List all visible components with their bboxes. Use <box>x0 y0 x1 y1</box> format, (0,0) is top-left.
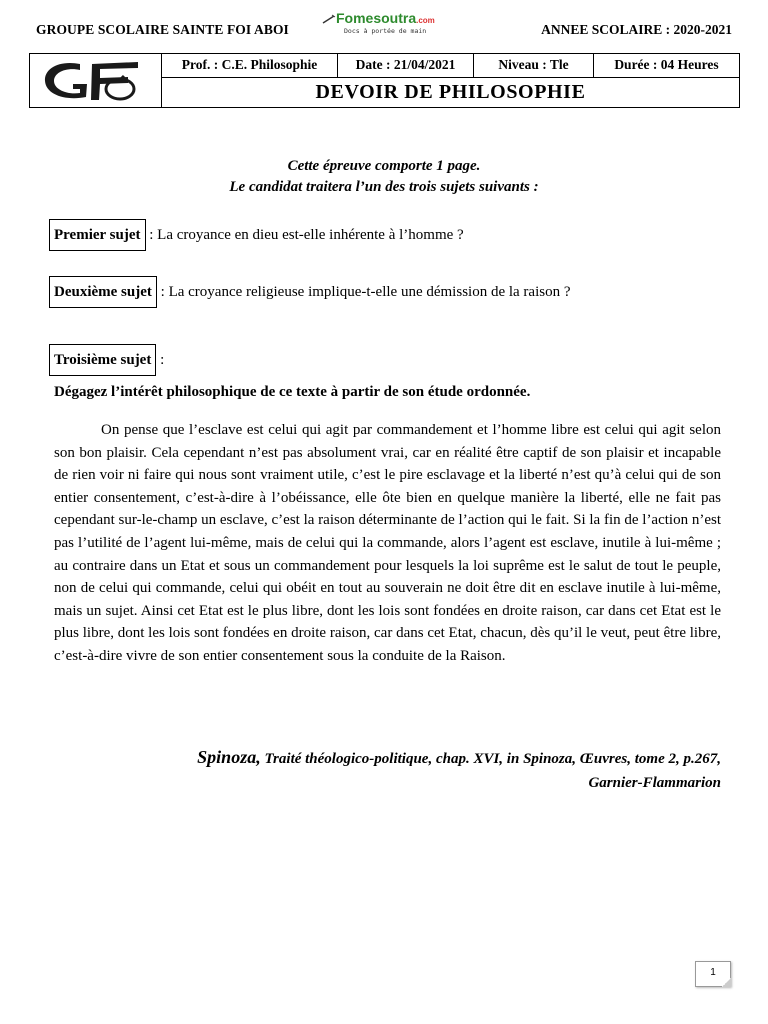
subject-2-separator: : <box>156 284 169 300</box>
duration-cell: Durée : 04 Heures <box>614 57 719 72</box>
subject-1 <box>49 219 464 251</box>
subject-1-separator: : <box>145 227 158 243</box>
page-number <box>695 961 731 987</box>
page-number-value: 1 <box>710 967 716 978</box>
subject-2-text: La croyance religieuse implique-t-elle une démission de la raison ? <box>168 284 571 300</box>
subject-3 <box>49 344 164 376</box>
citation-line-1 <box>54 745 721 771</box>
subject-3-instruction: Dégagez l’intérêt philosophique de ce texte à partir de son étude ordonnée. <box>54 384 531 400</box>
pen-icon <box>322 14 336 24</box>
professor-cell: Prof. : C.E. Philosophie <box>162 54 338 77</box>
school-name: GROUPE SCOLAIRE SAINTE FOI ABOI <box>36 22 289 37</box>
exam-header <box>29 53 740 108</box>
citation <box>54 745 721 795</box>
subject-1-text: La croyance en dieu est-elle inhérente à l’homme ? <box>157 227 464 243</box>
subject-2 <box>49 276 571 308</box>
intro-line-instructions: Le candidat traitera l’un des trois sujets suivants : <box>229 179 539 195</box>
citation-publisher: Garnier-Flammarion <box>588 775 721 791</box>
subject-3-separator: : <box>156 352 165 368</box>
fomesoutra-watermark <box>322 10 446 40</box>
level-cell: Niveau : Tle <box>474 54 594 77</box>
school-logo <box>30 54 162 107</box>
exam-intro <box>0 156 768 198</box>
watermark-tagline: Docs à portée de main <box>344 27 427 35</box>
exam-title: DEVOIR DE PHILOSOPHIE <box>315 81 586 103</box>
watermark-brand: Fomesoutra.com <box>336 10 435 26</box>
subject-1-label: Premier sujet <box>49 219 146 251</box>
citation-work: Traité théologico-politique, chap. XVI, in Spinoza, Œuvres, tome 2, p.267, <box>260 751 721 767</box>
date-cell: Date : 21/04/2021 <box>338 54 474 77</box>
school-logo-icon <box>40 58 150 104</box>
school-year: ANNEE SCOLAIRE : 2020-2021 <box>541 22 732 37</box>
intro-line-pages: Cette épreuve comporte 1 page. <box>287 158 481 174</box>
citation-author: Spinoza, <box>197 747 261 767</box>
subject-2-label: Deuxième sujet <box>49 276 157 308</box>
page-fold-icon <box>722 978 731 987</box>
subject-3-label: Troisième sujet <box>49 344 156 376</box>
spinoza-passage: On pense que l’esclave est celui qui agit par commandement et l’homme libre est celui qui agit selon son bon plaisir. Cela cependant n’est pas absolument vrai, car en réalité être captif de son plaisir et incapable de rien voir ni faire qui nous sont vraiment utile, c’est le pire esclavage et la liberté n’est qu’à celui qui de son entier consentement, c’est-à-dire à l’obéissance, elle ôte bien en quelque manière la liberté, elle ne fait pas cependant sur-le-champ un esclave, c’est la raison déterminante de l’action qui le fait. Si la fin de l’action n’est pas l’utilité de l’agent lui-même, mais de celui qui la commande, alors l’agent est esclave, inutile à lui-même ; au contraire dans un Etat et sous un commandement pour lesquels la loi suprême est le salut de tout le peuple, non de celui qui commande, celui qui obéit en tout au souverain ne doit être dit en esclave inutile à lui-même, mais un sujet. Ainsi cet Etat est le plus libre, dont les lois sont fondées en droite raison, car dans cet Etat est le plus libre, dont les lois sont fondées en droite raison, car dans cet Etat, chacun, dès qu’il le veut, peut être libre, c’est-à-dire vivre de son entier consentement sous la conduite de la Raison. <box>54 422 721 664</box>
exam-meta-row <box>162 54 739 78</box>
